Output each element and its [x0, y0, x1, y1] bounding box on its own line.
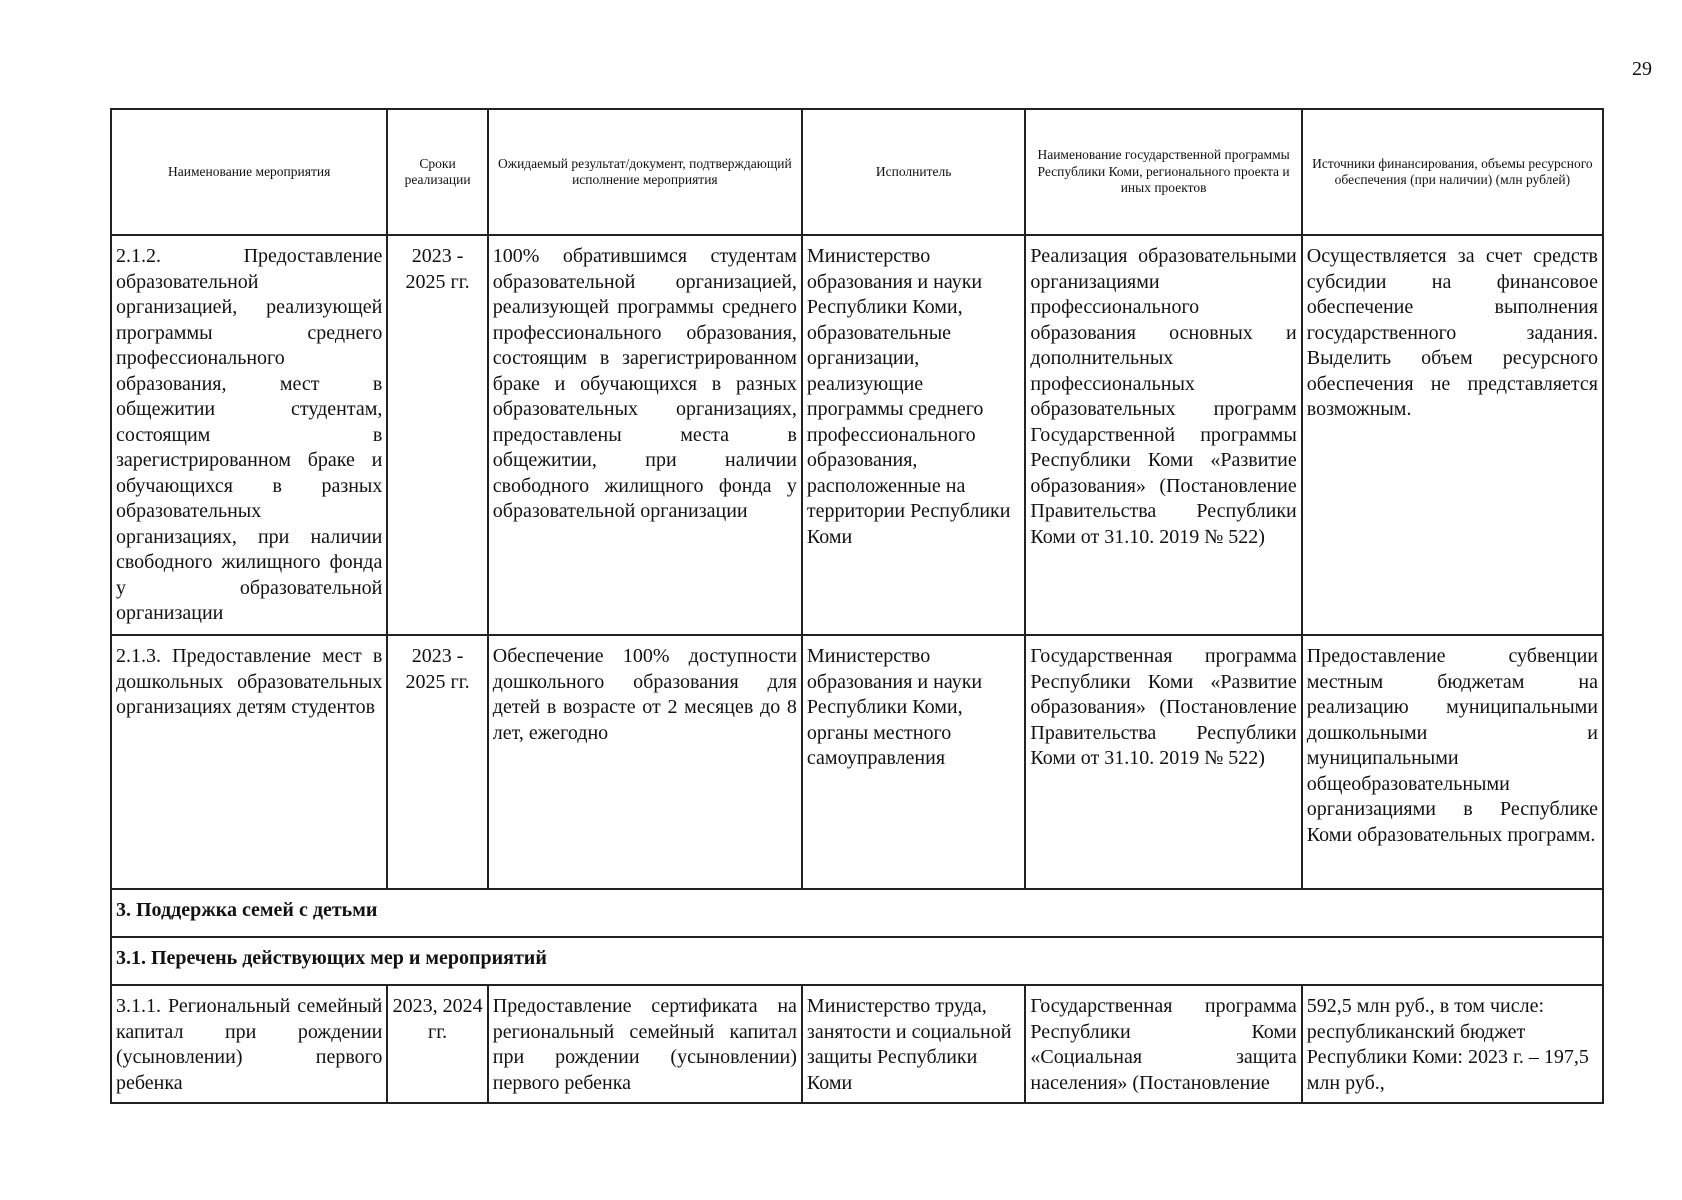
executor-cell: Министерство образования и науки Республики Коми, образовательные организации, реализующие программы среднего профессионального образования, расположенные на территории Республики Коми: [802, 235, 1025, 635]
term-cell: 2023 - 2025 гг.: [387, 635, 487, 889]
measures-table: [110, 108, 1604, 1104]
header-expected-result: Ожидаемый результат/документ, подтверждающий исполнение мероприятия: [488, 109, 802, 235]
table-row: [111, 985, 1603, 1103]
expected-result-cell: Предоставление сертификата на региональный семейный капитал при рождении (усыновлении) первого ребенка: [488, 985, 802, 1103]
subsection-heading: 3.1. Перечень действующих мер и мероприятий: [111, 937, 1603, 985]
section-heading: 3. Поддержка семей с детьми: [111, 889, 1603, 937]
term-cell: 2023, 2024 гг.: [387, 985, 487, 1103]
header-program: Наименование государственной программы Республики Коми, регионального проекта и иных проектов: [1025, 109, 1301, 235]
measure-name-cell: 2.1.2. Предоставление образовательной организацией, реализующей программы среднего профессионального образования, мест в общежитии студентам, состоящим в зарегистрированном браке и обучающихся в разных образовательных организациях, при наличии свободного жилищного фонда у образовательной организации: [111, 235, 387, 635]
financing-cell: Предоставление субвенции местным бюджетам на реализацию муниципальными дошкольными и муниципальными общеобразовательными организациями в Республике Коми образовательных программ.: [1302, 635, 1603, 889]
expected-result-cell: Обеспечение 100% доступности дошкольного образования для детей в возрасте от 2 месяцев до 8 лет, ежегодно: [488, 635, 802, 889]
term-cell: 2023 - 2025 гг.: [387, 235, 487, 635]
expected-result-cell: 100% обратившимся студентам образовательной организацией, реализующей программы среднего профессионального образования, состоящим в зарегистрированном браке и обучающихся в разных образовательных организациях, предоставлены места в общежитии, при наличии свободного жилищного фонда у образовательной организации: [488, 235, 802, 635]
header-term: Сроки реализации: [387, 109, 487, 235]
table-header-row: [111, 109, 1603, 235]
header-financing: Источники финансирования, объемы ресурсного обеспечения (при наличии) (млн рублей): [1302, 109, 1603, 235]
program-cell: Реализация образовательными организациями профессионального образования основных и дополнительных профессиональных образовательных программ Государственной программы Республики Коми «Развитие образования» (Постановление Правительства Республики Коми от 31.10. 2019 № 522): [1025, 235, 1301, 635]
financing-cell: 592,5 млн руб., в том числе: республиканский бюджет Республики Коми: 2023 г. – 197,5 млн руб.,: [1302, 985, 1603, 1103]
program-cell: Государственная программа Республики Коми «Социальная защита населения» (Постановление: [1025, 985, 1301, 1103]
measure-name-cell: 2.1.3. Предоставление мест в дошкольных образовательных организациях детям студентов: [111, 635, 387, 889]
executor-cell: Министерство образования и науки Республики Коми, органы местного самоуправления: [802, 635, 1025, 889]
page-number: 29: [1632, 58, 1652, 80]
measure-name-cell: 3.1.1. Региональный семейный капитал при рождении (усыновлении) первого ребенка: [111, 985, 387, 1103]
executor-cell: Министерство труда, занятости и социальной защиты Республики Коми: [802, 985, 1025, 1103]
financing-cell: Осуществляется за счет средств субсидии на финансовое обеспечение выполнения государственного задания. Выделить объем ресурсного обеспечения не представляется возможным.: [1302, 235, 1603, 635]
table-row: [111, 635, 1603, 889]
table-row: [111, 235, 1603, 635]
program-cell: Государственная программа Республики Коми «Развитие образования» (Постановление Правительства Республики Коми от 31.10. 2019 № 522): [1025, 635, 1301, 889]
header-executor: Исполнитель: [802, 109, 1025, 235]
header-measure-name: Наименование мероприятия: [111, 109, 387, 235]
section-heading-row: [111, 889, 1603, 937]
subsection-heading-row: [111, 937, 1603, 985]
